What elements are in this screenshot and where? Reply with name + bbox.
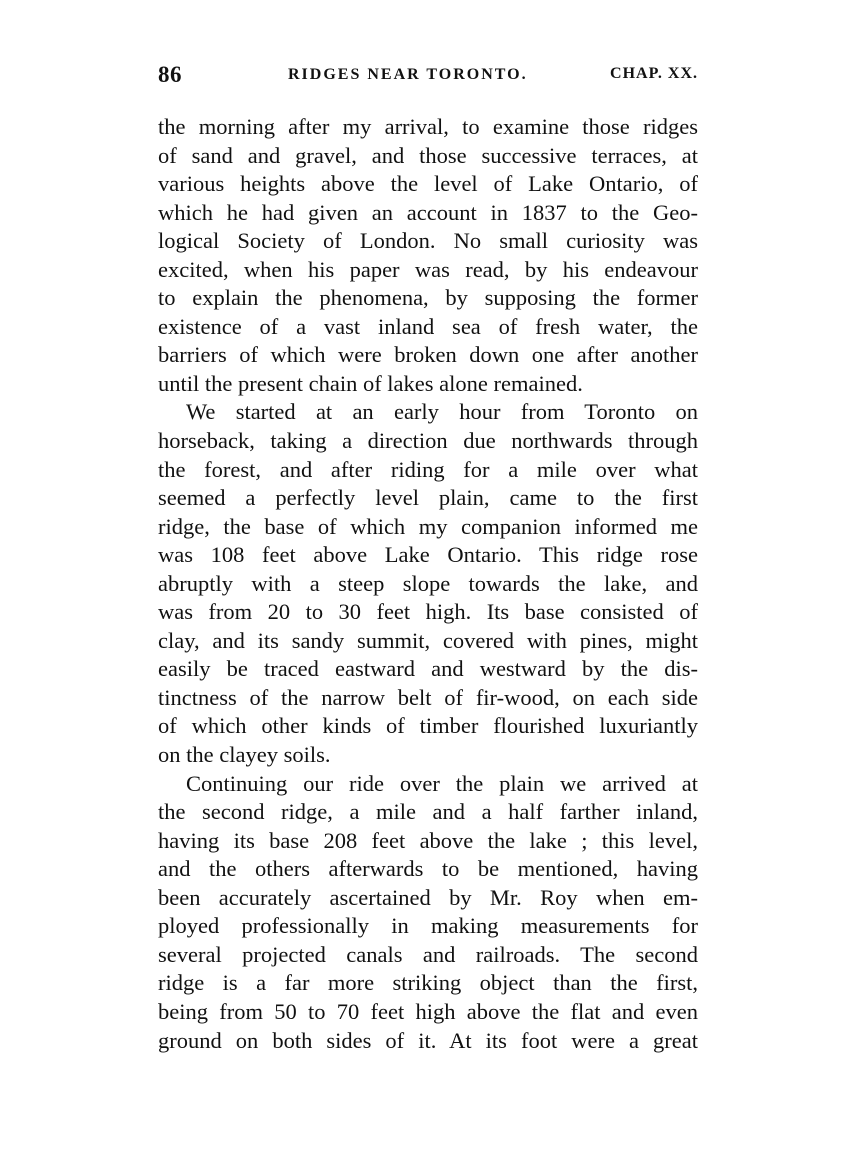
chapter-label: CHAP. XX. xyxy=(610,65,698,82)
text-line: being from 50 to 70 feet high above the flat and even xyxy=(158,998,698,1024)
text-line: clay, and its sandy summit, covered with pines, might xyxy=(158,627,698,653)
text-line: ridge, the base of which my companion informed me xyxy=(158,513,698,539)
text-line: having its base 208 feet above the lake ; this level, xyxy=(158,827,698,853)
text-line: various heights above the level of Lake Ontario, of xyxy=(158,171,698,197)
text-line: easily be traced eastward and westward by the dis- xyxy=(158,656,698,682)
text-line: barriers of which were broken down one after another xyxy=(158,342,698,368)
text-line: abruptly with a steep slope towards the lake, and xyxy=(158,570,698,596)
text-line: of sand and gravel, and those successive terraces, at xyxy=(158,142,698,168)
text-line: was 108 feet above Lake Ontario. This ridge rose xyxy=(158,542,698,568)
text-line: logical Society of London. No small curiosity was xyxy=(158,228,698,254)
text-line: several projected canals and railroads. The second xyxy=(158,941,698,967)
page-number: 86 xyxy=(158,62,182,87)
text-line: ground on both sides of it. At its foot were a great xyxy=(158,1027,698,1053)
text-line: horseback, taking a direction due northwards through xyxy=(158,428,698,454)
running-header xyxy=(158,62,698,92)
paragraph-end-line: until the present chain of lakes alone remained. xyxy=(158,370,583,396)
text-line: to explain the phenomena, by supposing the former xyxy=(158,285,698,311)
text-line: seemed a perfectly level plain, came to the first xyxy=(158,485,698,511)
paragraph-start-line: We started at an early hour from Toronto on xyxy=(186,399,698,425)
text-line: ridge is a far more striking object than the first, xyxy=(158,970,698,996)
text-line: existence of a vast inland sea of fresh water, the xyxy=(158,313,698,339)
paragraph-start-line: Continuing our ride over the plain we arrived at xyxy=(186,770,698,796)
text-line: and the others afterwards to be mentioned, having xyxy=(158,856,698,882)
text-line: of which other kinds of timber flourished luxuriantly xyxy=(158,713,698,739)
text-line: ployed professionally in making measurements for xyxy=(158,913,698,939)
body-text xyxy=(158,113,698,1055)
text-line: tinctness of the narrow belt of fir-wood, on each side xyxy=(158,684,698,710)
paragraph-end-line: on the clayey soils. xyxy=(158,742,331,768)
text-line: the second ridge, a mile and a half farther inland, xyxy=(158,799,698,825)
text-line: the forest, and after riding for a mile over what xyxy=(158,456,698,482)
text-line: was from 20 to 30 feet high. Its base consisted of xyxy=(158,599,698,625)
text-line: excited, when his paper was read, by his endeavour xyxy=(158,256,698,282)
text-line: been accurately ascertained by Mr. Roy when em- xyxy=(158,884,698,910)
text-line: which he had given an account in 1837 to the Geo- xyxy=(158,199,698,225)
running-title: RIDGES NEAR TORONTO. xyxy=(288,66,528,83)
text-line: the morning after my arrival, to examine those ridges xyxy=(158,114,698,139)
